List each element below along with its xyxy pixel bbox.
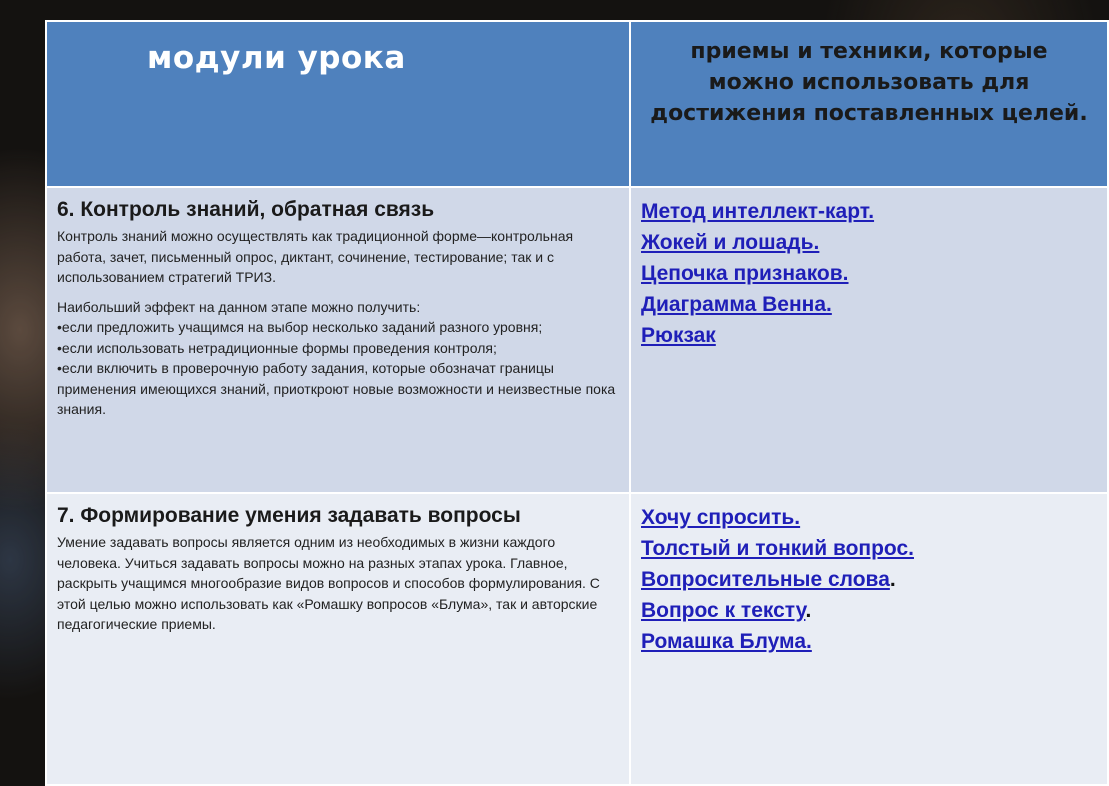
list-item (641, 502, 1097, 533)
header-modules (46, 21, 630, 187)
technique-link[interactable]: Цепочка признаков. (641, 262, 849, 285)
table-header-row (46, 21, 1108, 187)
technique-link[interactable]: Вопросительные слова (641, 568, 890, 591)
module-cell (46, 493, 630, 785)
technique-link[interactable]: Рюкзак (641, 324, 716, 347)
techniques-cell (630, 493, 1108, 785)
technique-list (641, 502, 1097, 657)
module-title: 7. Формирование умения задавать вопросы (57, 504, 521, 527)
technique-link[interactable]: Хочу спросить. (641, 506, 801, 529)
technique-link[interactable]: Жокей и лошадь. (641, 231, 820, 254)
module-description: Умение задавать вопросы является одним из необходимых в жизни каждого человека. Учиться задавать вопросы можно на разных этапах урока. Главное, раскрыть учащимся многообразие видов вопросов и способов формулирования. С этой целью можно использовать как «Ромашку вопросов «Блума», так и авторские педагогические приемы. (57, 534, 600, 632)
header-techniques (630, 21, 1108, 187)
list-item (641, 196, 1097, 227)
table-row-module-7 (46, 493, 1108, 785)
list-item (641, 564, 1097, 595)
technique-link[interactable]: Метод интеллект-карт. (641, 200, 875, 223)
list-item (641, 289, 1097, 320)
table-row-module-6 (46, 187, 1108, 493)
techniques-cell (630, 187, 1108, 493)
list-item (641, 258, 1097, 289)
module-cell (46, 187, 630, 493)
header-techniques-tail: . (1079, 101, 1088, 126)
technique-list (641, 196, 1097, 351)
link-tail: . (805, 599, 812, 622)
module-title: 6. Контроль знаний, обратная связь (57, 198, 435, 221)
technique-link[interactable]: Вопрос к тексту (641, 599, 806, 622)
list-item (641, 626, 1097, 657)
lesson-modules-table (45, 20, 1109, 786)
module-description: Контроль знаний можно осуществлять как традиционной форме—контрольная работа, зачет, письменный опрос, диктант, сочинение, тестирование; так и с использованием стратегий ТРИЗ. (57, 228, 574, 285)
header-modules-label: модули урока (147, 40, 406, 76)
list-item (641, 320, 1097, 351)
technique-link[interactable]: Ромашка Блума. (641, 630, 812, 653)
technique-link[interactable]: Толстый и тонкий вопрос. (641, 537, 914, 560)
module-description: Наибольший эффект на данном этапе можно получить: •если предложить учащимся на выбор несколько заданий разного уровня; •если использовать нетрадиционные формы проведения контроля; •если включить в проверочную работу задания, которые обозначат границы применения имеющихся знаний, приоткроют новые возможности и неизвестные пока знания. (57, 298, 616, 417)
link-tail: . (889, 568, 896, 591)
technique-link[interactable]: Диаграмма Венна. (641, 293, 832, 316)
list-item (641, 533, 1097, 564)
header-techniques-label: приемы и техники, которые можно использовать для достижения поставленных целей (650, 39, 1080, 126)
list-item (641, 227, 1097, 258)
list-item (641, 595, 1097, 626)
